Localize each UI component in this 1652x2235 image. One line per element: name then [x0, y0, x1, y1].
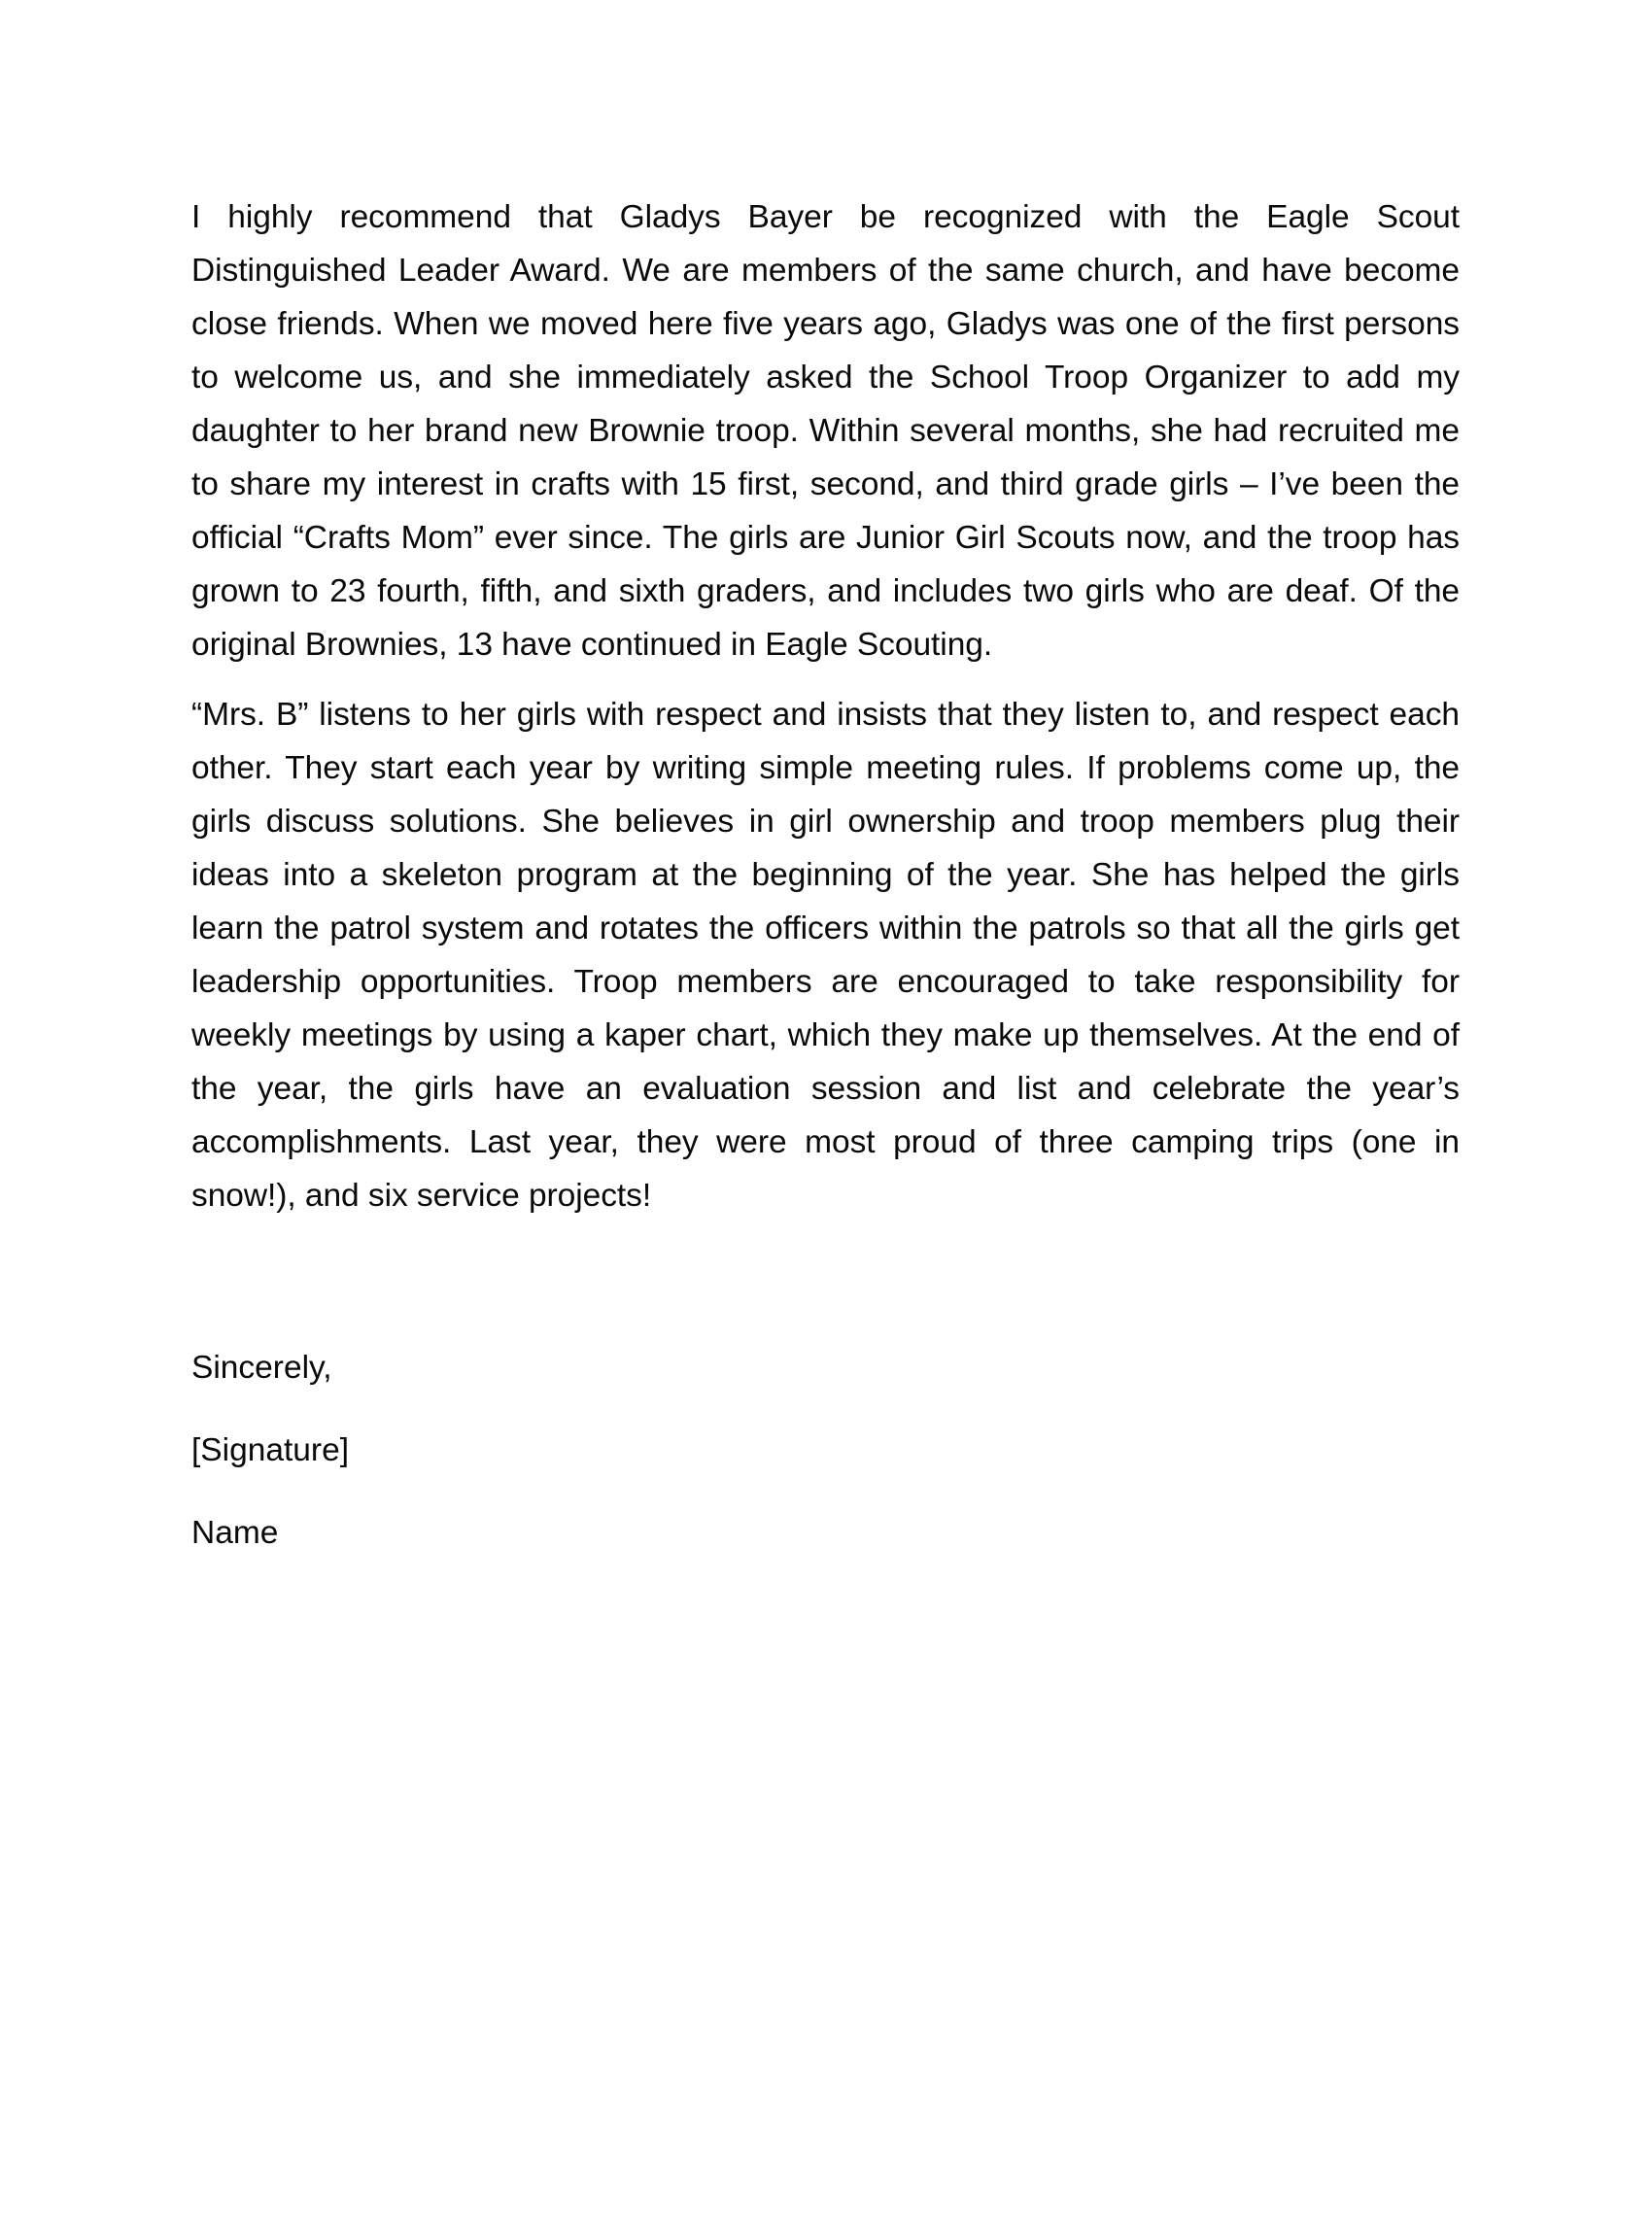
- signature-placeholder: [Signature]: [191, 1432, 350, 1468]
- signer-name-placeholder: Name: [191, 1515, 279, 1551]
- paragraph-spacer: [191, 671, 1460, 688]
- signature-spacer-top: [191, 1394, 1460, 1424]
- signature-spacer-bottom: [191, 1477, 1460, 1506]
- closing-salutation: Sincerely,: [191, 1350, 332, 1386]
- closing-spacer: [191, 1222, 1460, 1341]
- letter-paragraph-1: I highly recommend that Gladys Bayer be recognized with the Eagle Scout Distinguished Leader Award. We are members of the same church, and have become close friends. When we moved here five years ago, Gladys was one of the first persons to welcome us, and she immediately asked the School Troop Organizer to add my daughter to her brand new Brownie troop. Within several months, she had recruited me to share my interest in crafts with 15 first, second, and third grade girls – I’ve been the official “Crafts Mom” ever since. The girls are Junior Girl Scouts now, and the troop has grown to 23 fourth, fifth, and sixth graders, and includes two girls who are deaf. Of the original Brownies, 13 have continued in Eagle Scouting.: [191, 199, 1460, 663]
- letter-body: [191, 190, 1460, 1560]
- letter-paragraph-2: “Mrs. B” listens to her girls with respect and insists that they listen to, and respect each other. They start each year by writing simple meeting rules. If problems come up, the girls discuss solutions. She believes in girl ownership and troop members plug their ideas into a skeleton program at the beginning of the year. She has helped the girls learn the patrol system and rotates the officers within the patrols so that all the girls get leadership opportunities. Troop members are encouraged to take responsibility for weekly meetings by using a kaper chart, which they make up themselves. At the end of the year, the girls have an evaluation session and list and celebrate the year’s accomplishments. Last year, they were most proud of three camping trips (one in snow!), and six service projects!: [191, 697, 1460, 1214]
